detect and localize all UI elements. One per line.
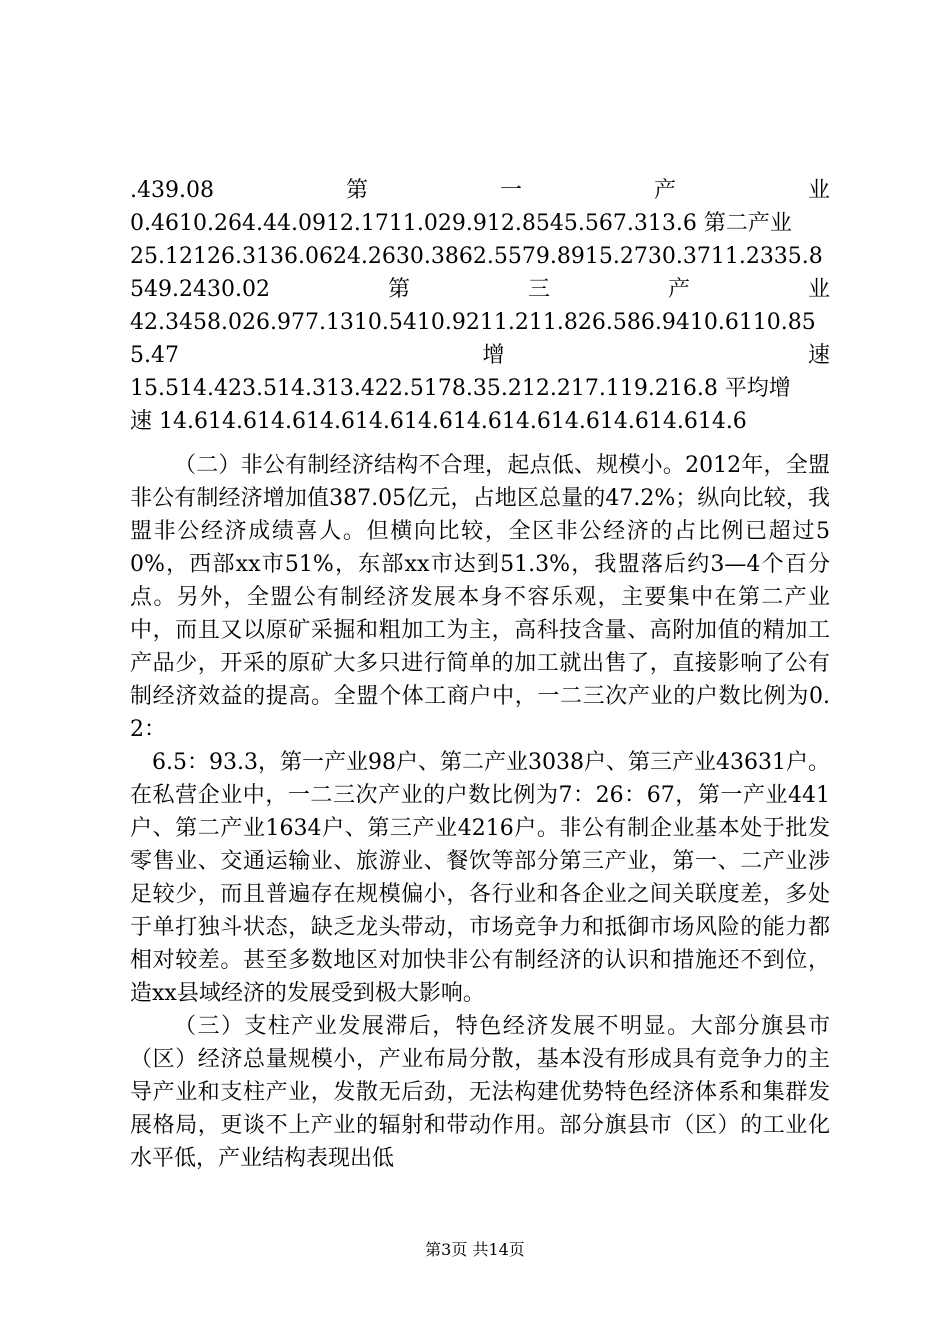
table-cell: 一 [499, 178, 522, 203]
table-line-2: 0.4610.264.44.0912.1711.029.912.8545.567.313.6 第二产业 [130, 211, 792, 236]
table-cell: 产 [653, 178, 676, 203]
table-cell: 速 [807, 343, 830, 368]
table-line-3: 25.12126.3136.0624.2630.3862.5579.8915.2730.3711.2335.8 [130, 244, 823, 269]
table-line-1 [130, 174, 830, 207]
table-cell: 5.47 [130, 343, 179, 368]
table-line-4 [130, 273, 830, 306]
table-line-8: 速 14.614.614.614.614.614.614.614.614.614.614.614.6 [130, 409, 747, 434]
table-cell: 549.2430.02 [130, 277, 270, 302]
table-line-7: 15.514.423.514.313.422.5178.35.212.217.119.216.8 平均增 [130, 376, 791, 401]
paragraph-household-ratios: 6.5：93.3，第一产业98户、第二产业3038户、第三产业43631户。在私营企业中，一二三次产业的户数比例为7：26：67，第一产业441户、第二产业1634户、第三产业4216户。非公有制企业基本处于批发零售业、交通运输业、旅游业、餐饮等部分第三产业，第一、二产业涉足较少，而且普遍存在规模偏小，各行业和各企业之间关联度差，多处于单打独斗状态，缺乏龙头带动，市场竞争力和抵御市场风险的能力都相对较差。甚至多数地区对加快非公有制经济的认识和措施还不到位，造xx县域经济的发展受到极大影响。 [130, 750, 830, 1006]
paragraph-pillar-industries: （三）支柱产业发展滞后，特色经济发展不明显。大部分旗县市（区）经济总量规模小，产业布局分散，基本没有形成具有竞争力的主导产业和支柱产业，发散无后劲，无法构建优势特色经济体系和集群发展格局，更谈不上产业的辐射和带动作用。部分旗县市（区）的工业化水平低，产业结构表现出低 [130, 1014, 830, 1171]
table-line-6 [130, 339, 830, 372]
table-cell: 业 [807, 178, 830, 203]
page-footer: 第3页 共14页 [425, 1240, 525, 1259]
document-body [130, 449, 830, 1175]
table-cell: .439.08 [130, 178, 214, 203]
table-cell: 业 [807, 277, 830, 302]
table-text-fragment [130, 174, 830, 438]
paragraph-non-public-economy: （二）非公有制经济结构不合理，起点低、规模小。2012年，全盟非公有制经济增加值387.05亿元，占地区总量的47.2%；纵向比较，我盟非公经济成绩喜人。但横向比较，全区非公经济的占比例已超过50%，西部xx市51%，东部xx市达到51.3%，我盟落后约3—4个百分点。另外，全盟公有制经济发展本身不容乐观，主要集中在第二产业中，而且又以原矿采掘和粗加工为主，高科技含量、高附加值的精加工产品少，开采的原矿大多只进行简单的加工就出售了，直接影响了公有制经济效益的提高。全盟个体工商户中，一二三次产业的户数比例为0.2： [130, 453, 830, 742]
table-cell: 第 [345, 178, 368, 203]
table-cell: 产 [667, 277, 690, 302]
table-cell: 三 [527, 277, 550, 302]
table-line-5: 42.3458.026.977.1310.5410.9211.211.826.586.9410.6110.85 [130, 310, 816, 335]
table-cell: 第 [387, 277, 410, 302]
table-cell: 增 [482, 343, 505, 368]
